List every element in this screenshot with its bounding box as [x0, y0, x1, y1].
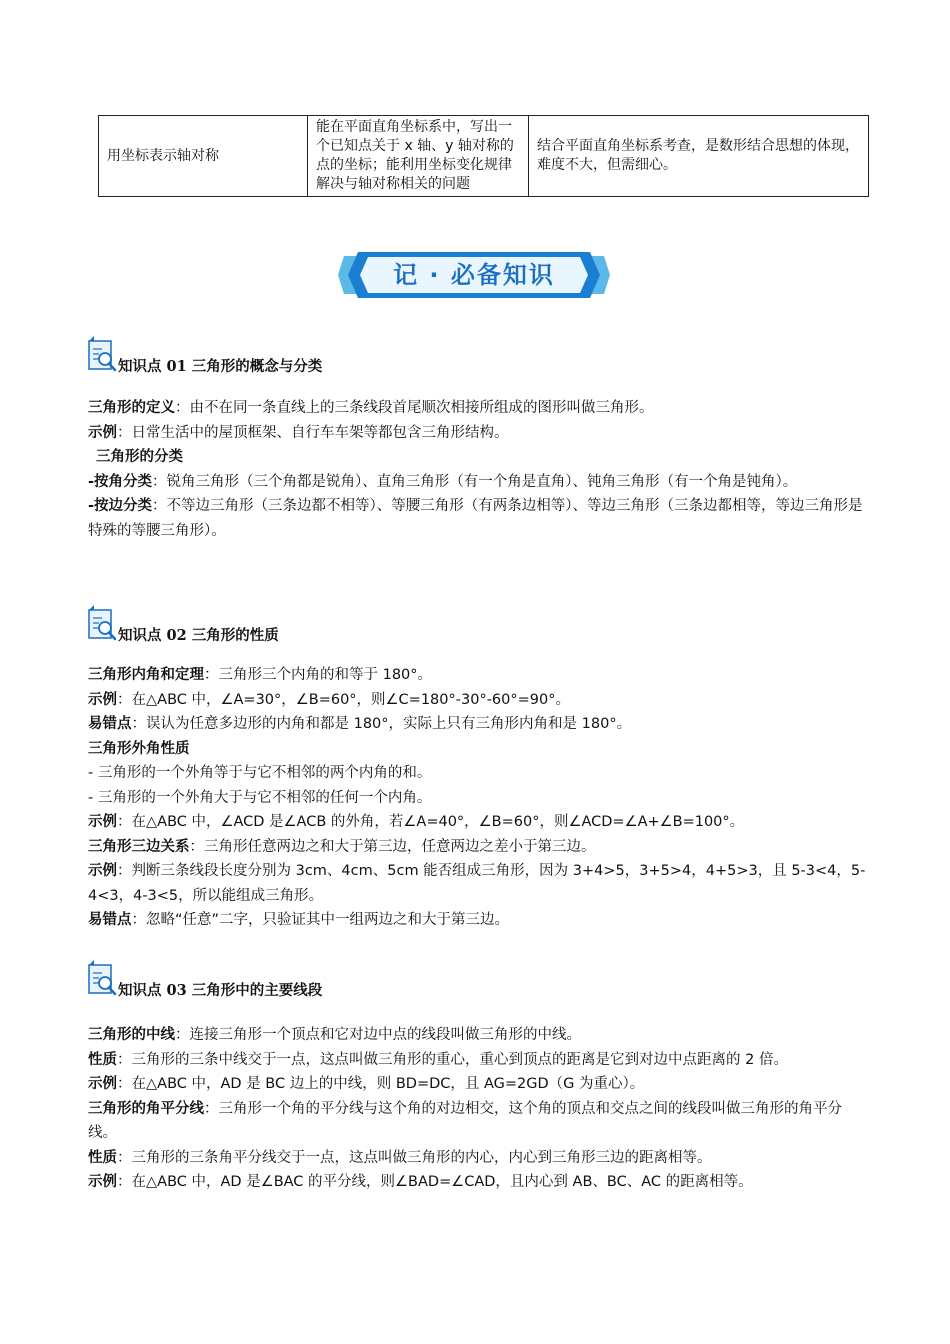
separator: ： [117, 863, 132, 879]
text-line [88, 712, 866, 737]
term-text: 锐角三角形（三个角都是锐角）、直角三角形（有一个角是直角）、钝角三角形（有一个角是钝角）。 [166, 473, 798, 490]
text-line [88, 1048, 866, 1073]
term-text: 不等边三角形（三条边都不相等）、等腰三角形（有两条边相等）、等边三角形（三条边都相等，等边三角形是特殊的等腰三角形）。 [88, 498, 863, 539]
table-row [99, 116, 869, 197]
table-cell-analysis: 结合平面直角坐标系考查，是数形结合思想的体现，难度不大，但需细心。 [529, 116, 869, 197]
term-label: 示例 [88, 1174, 117, 1190]
separator: ： [175, 400, 190, 416]
term-label: 三角形的分类 [96, 449, 183, 465]
text-line [88, 1146, 866, 1171]
term-label: 易错点 [88, 716, 132, 732]
term-text: 由不在同一条直线上的三条线段首尾顺次相接所组成的图形叫做三角形。 [189, 400, 654, 416]
term-text: 忽略“任意”二字，只验证其中一组两边之和大于第三边。 [146, 912, 510, 928]
term-label: 示例 [88, 424, 117, 441]
term-label: -按边分类 [88, 498, 153, 514]
magnifier-document-icon [88, 604, 118, 644]
text-line [88, 1072, 866, 1097]
separator: ： [117, 1076, 132, 1092]
banner-title: 记 · 必备知识 [393, 261, 555, 289]
term-text: 判断三条线段长度分别为 3cm、4cm、5cm 能否组成三角形，因为 3+4>5，3+5>4，4+5>3，且 5-3<4，5-4<3，4-3<5，所以能组成三角形。 [88, 863, 866, 904]
separator: ： [117, 1051, 132, 1068]
separator: ： [175, 1027, 190, 1043]
term-label: 示例 [88, 863, 117, 879]
text-line [88, 835, 866, 860]
separator: ： [189, 838, 204, 855]
summary-table [98, 115, 869, 197]
text-line [88, 688, 866, 713]
term-text: 三角形三个内角的和等于 180°。 [218, 667, 433, 683]
separator: ： [152, 473, 167, 490]
text-line [88, 1097, 866, 1146]
text-line [88, 737, 866, 762]
term-label: 示例 [88, 691, 117, 708]
term-text: 三角形的三条中线交于一点，这点叫做三角形的重心，重心到顶点的距离是它到对边中点距离的 2 倍。 [131, 1051, 788, 1068]
term-text: 在△ABC 中，∠A=30°，∠B=60°，则∠C=180°-30°-60°=90°。 [131, 691, 570, 708]
text-line [88, 786, 866, 811]
term-label: 易错点 [88, 912, 132, 928]
separator: ： [117, 424, 132, 441]
text-line [88, 1023, 866, 1048]
section-banner [338, 250, 610, 300]
text-line [88, 494, 866, 543]
magnifier-document-icon [88, 959, 118, 999]
term-label: 三角形的定义 [88, 400, 175, 416]
term-text: 三角形一个角的平分线与这个角的对边相交，这个角的顶点和交点之间的线段叫做三角形的角平分线。 [88, 1100, 842, 1141]
term-text: 在△ABC 中，AD 是∠BAC 的平分线，则∠BAD=∠CAD，且内心到 AB、BC、AC 的距离相等。 [131, 1174, 753, 1190]
text-line [88, 445, 866, 470]
term-label: 三角形的中线 [88, 1027, 175, 1043]
term-text: - 三角形的一个外角等于与它不相邻的两个内角的和。 [88, 765, 432, 781]
term-label: -按角分类 [88, 473, 153, 490]
text-line [88, 810, 866, 835]
term-label: 性质 [88, 1051, 117, 1068]
term-text: 误认为任意多边形的内角和都是 180°，实际上只有三角形内角和是 180°。 [146, 716, 632, 732]
text-line [88, 1170, 866, 1195]
text-line [88, 908, 866, 933]
text-line [88, 470, 866, 495]
term-text: 三角形任意两边之和大于第三边，任意两边之差小于第三边。 [204, 838, 596, 855]
term-text: - 三角形的一个外角大于与它不相邻的任何一个内角。 [88, 789, 432, 806]
term-label: 三角形三边关系 [88, 838, 190, 855]
text-line [88, 396, 866, 421]
term-label: 三角形的角平分线 [88, 1100, 204, 1117]
section-body-03 [88, 1023, 866, 1195]
separator: ： [117, 1174, 132, 1190]
table-cell-topic: 用坐标表示轴对称 [99, 116, 308, 197]
section-body-02 [88, 663, 866, 933]
term-label: 示例 [88, 1076, 117, 1092]
text-line [88, 663, 866, 688]
section-title: 知识点 02 三角形的性质 [118, 627, 279, 644]
term-label: 性质 [88, 1149, 117, 1166]
magnifier-document-icon [88, 335, 118, 375]
separator: ： [152, 498, 167, 514]
separator: ： [131, 912, 146, 928]
term-text: 日常生活中的屋顶框架、自行车车架等都包含三角形结构。 [131, 424, 509, 441]
section-title: 知识点 01 三角形的概念与分类 [118, 358, 323, 375]
table-cell-requirement: 能在平面直角坐标系中，写出一个已知点关于 x 轴、y 轴对称的点的坐标；能利用坐标变化规律解决与轴对称相关的问题 [308, 116, 529, 197]
term-label: 示例 [88, 814, 117, 830]
separator: ： [204, 1100, 219, 1117]
text-line [88, 859, 866, 908]
term-label: 三角形内角和定理 [88, 667, 204, 683]
term-text: 在△ABC 中，AD 是 BC 边上的中线，则 BD=DC，且 AG=2GD（G 为重心）。 [131, 1076, 645, 1092]
separator: ： [117, 1149, 132, 1166]
term-text: 三角形的三条角平分线交于一点，这点叫做三角形的内心，内心到三角形三边的距离相等。 [131, 1149, 712, 1166]
separator: ： [117, 691, 132, 708]
text-line [88, 761, 866, 786]
section-title: 知识点 03 三角形中的主要线段 [118, 982, 323, 999]
section-body-01 [88, 396, 866, 543]
text-line [88, 421, 866, 446]
term-text: 连接三角形一个顶点和它对边中点的线段叫做三角形的中线。 [189, 1027, 581, 1043]
term-text: 在△ABC 中，∠ACD 是∠ACB 的外角，若∠A=40°，∠B=60°，则∠ACD=∠A+∠B=100°。 [131, 814, 745, 830]
separator: ： [131, 716, 146, 732]
term-label: 三角形外角性质 [88, 740, 190, 757]
separator: ： [117, 814, 132, 830]
separator: ： [204, 667, 219, 683]
